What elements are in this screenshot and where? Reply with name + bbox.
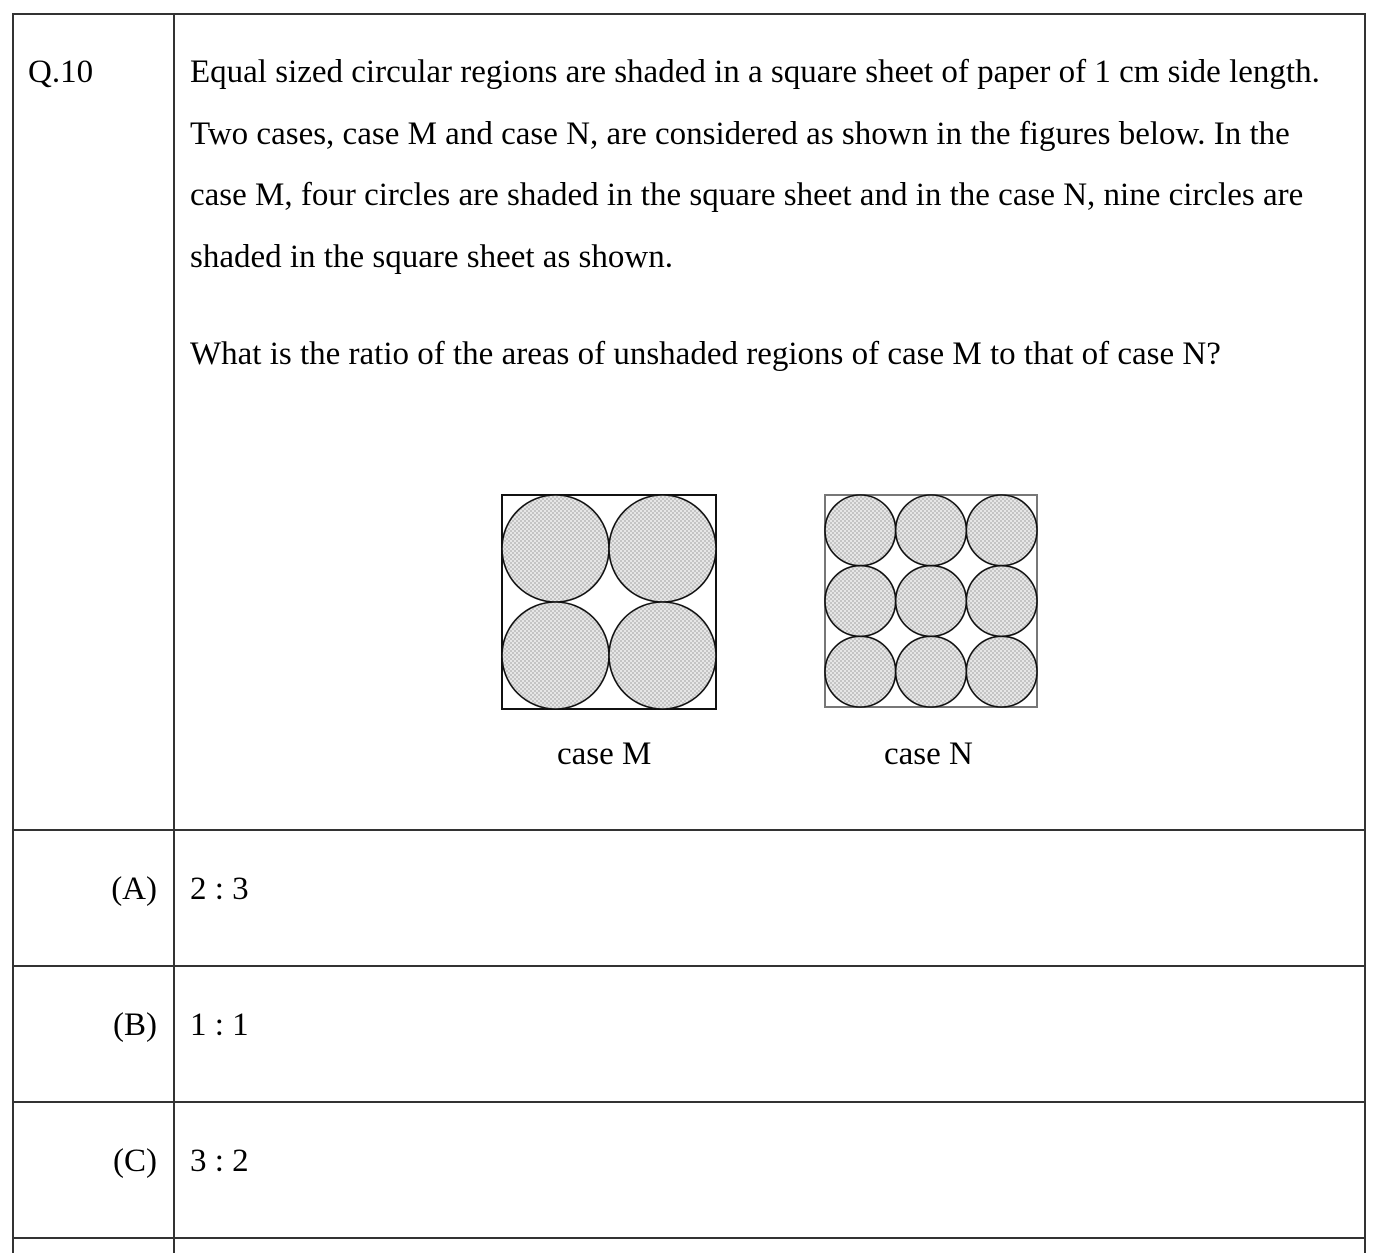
- question-paragraph: Equal sized circular regions are shaded in a square sheet of paper of 1 cm side length. Two cases, case M and case N, are considered as shown in the figures below. In the case M, four circles are shaded in the square sheet and in the case N, nine circles are shaded in the square sheet as shown.: [190, 54, 1320, 275]
- case-n-shaded-circle: [966, 495, 1037, 566]
- case-n-shaded-circle: [966, 636, 1037, 707]
- option-c-value: 3 : 2: [190, 1143, 249, 1179]
- case-m-caption: case M: [557, 736, 652, 772]
- question-prompt: What is the ratio of the areas of unshaded regions of case M to that of case N?: [190, 336, 1221, 372]
- case-n-shaded-circle: [966, 566, 1037, 637]
- option-a-label: (A): [111, 871, 157, 907]
- option-a-value: 2 : 3: [190, 871, 249, 907]
- case-m-shaded-circle: [609, 495, 716, 602]
- case-n-shaded-circle: [825, 495, 896, 566]
- case-n-shaded-circle: [825, 636, 896, 707]
- case-n-shaded-circle: [896, 495, 967, 566]
- option-b-label: (B): [113, 1007, 157, 1043]
- case-m-shaded-circle: [502, 495, 609, 602]
- case-n-shaded-circle: [896, 566, 967, 637]
- case-n-figure: [825, 495, 1037, 707]
- case-m-shaded-circle: [502, 602, 609, 709]
- question-number: Q.10: [28, 54, 94, 90]
- case-m-shaded-circle: [609, 602, 716, 709]
- option-c-label: (C): [113, 1143, 157, 1179]
- case-n-shaded-circle: [896, 636, 967, 707]
- case-n-caption: case N: [884, 736, 973, 772]
- case-n-shaded-circle: [825, 566, 896, 637]
- case-m-figure: [502, 495, 716, 709]
- option-b-value: 1 : 1: [190, 1007, 249, 1043]
